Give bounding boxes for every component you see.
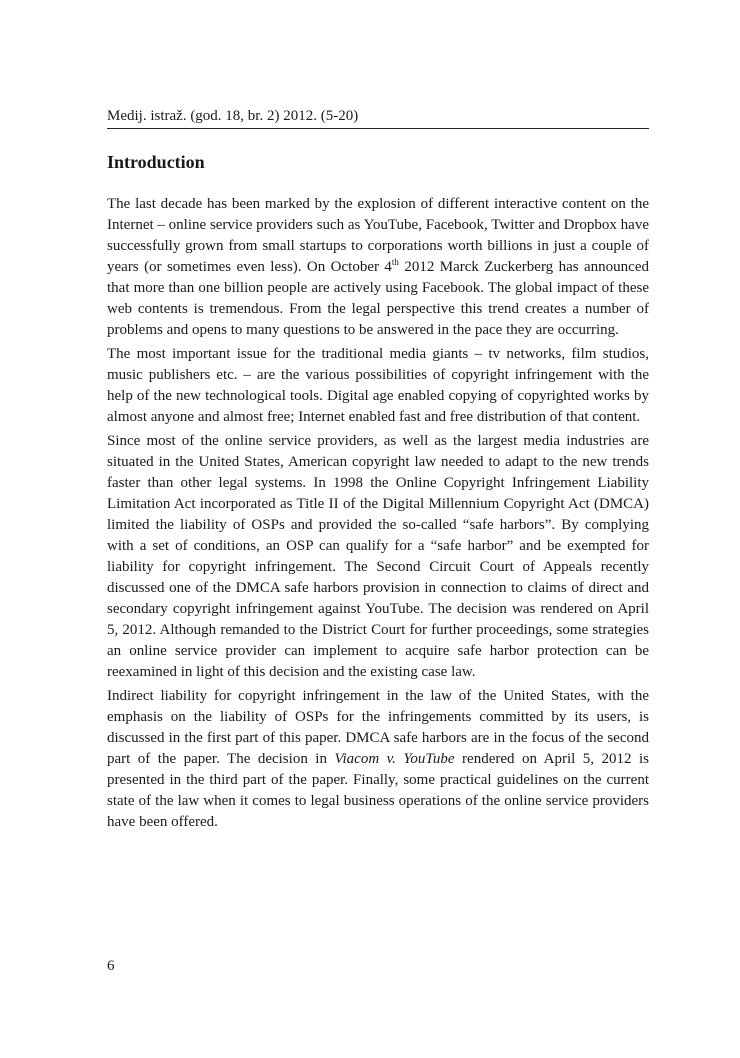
paragraph-2: The most important issue for the traditional media giants – tv networks, film studios, music publishers etc. – are the various possibilities of copyright infringement with the help of the new technological tools. Digital age enabled copying of copyrighted works by almost anyone and almost free; Internet enabled fast and free distribution of that content. — [107, 346, 649, 425]
body-text — [107, 194, 649, 836]
paragraph-4-text-b: rendered on April 5, 2012 is presented in the third part of the paper. Finally, some practical guidelines on the current state of the law when it comes to legal business operations of the online service providers have been offered. — [107, 751, 650, 830]
paragraph-4 — [107, 686, 649, 833]
paragraph-1-text-b: 2012 Marck Zuckerberg has announced that more than one billion people are actively using Facebook. The global impact of these web contents is tremendous. From the legal perspective this trend creates a number of problems and opens to many questions to be answered in the pace they are occurring. — [107, 259, 649, 338]
paragraph-4-text-a: Indirect liability for copyright infringement in the law of the United States, with the emphasis on the liability of OSPs for the infringements committed by its users, is discussed in the first part of this paper. DMCA safe harbors are in the focus of the second part of the paper. The decision in — [107, 688, 649, 767]
paragraph-3: Since most of the online service providers, as well as the largest media industries are situated in the United States, American copyright law needed to adapt to the new trends faster than other legal systems. In 1998 the Online Copyright Infringement Liability Limitation Act incorporated as Title II of the Digital Millennium Copyright Act (DMCA) limited the liability of OSPs and provided the so-called “safe harbors”. By complying with a set of conditions, an OSP can qualify for a “safe harbor” and be exempted for liability for copyright infringement. The Second Circuit Court of Appeals recently discussed one of the DMCA safe harbors provision in connection to claims of direct and secondary copyright infringement against YouTube. The decision was rendered on April 5, 2012. Although remanded to the District Court for further proceedings, some strategies an online service provider can implement to acquire safe harbor protection can be reexamined in light of this decision and the existing case law. — [107, 433, 649, 680]
page-number: 6 — [107, 958, 115, 974]
case-name: Viacom v. YouTube — [334, 751, 455, 767]
section-title: Introduction — [107, 152, 205, 172]
paragraph-1 — [107, 194, 649, 341]
paragraph-1-text-a: The last decade has been marked by the explosion of different interactive content on the Internet – online service providers such as YouTube, Facebook, Twitter and Dropbox have successfully grown from small startups to corporations worth billions in just a couple of years (or sometimes even less). On October 4 — [107, 196, 649, 275]
ordinal-superscript: th — [391, 257, 399, 267]
running-header: Medij. istraž. (god. 18, br. 2) 2012. (5-20) — [107, 106, 649, 129]
